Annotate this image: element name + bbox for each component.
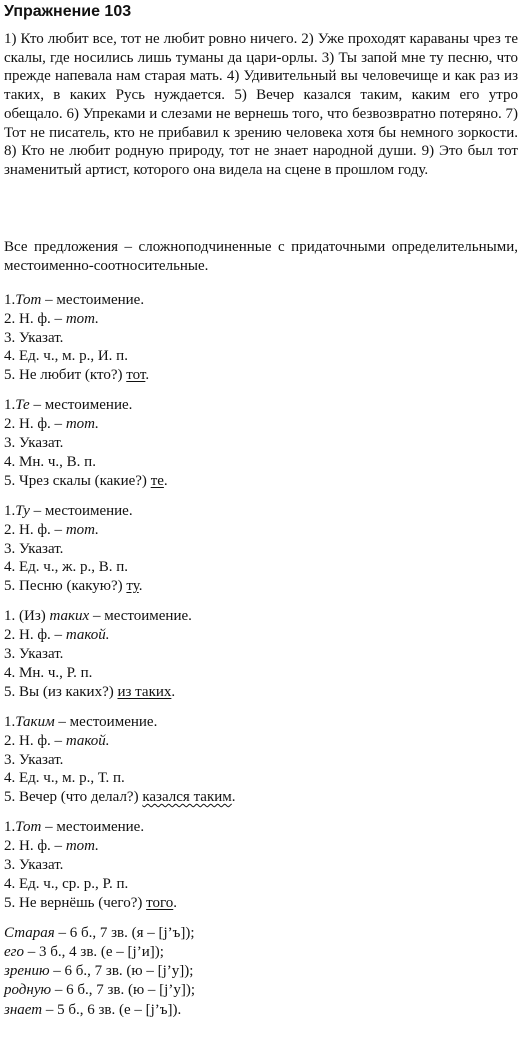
- parse-line-5: [4, 366, 518, 385]
- phonetic-analysis: – 3 б., 4 зв. (е – [j’и]);: [24, 944, 164, 961]
- part-of-speech: – местоимение.: [29, 397, 133, 414]
- parse-block: [4, 818, 518, 912]
- parse-number: 1.: [4, 502, 16, 519]
- phonetic-word: родную: [4, 982, 52, 999]
- parse-line-3: 3. Указат.: [4, 751, 64, 768]
- sentence-role-word: казался таким: [142, 789, 232, 806]
- parsed-word: Тот: [15, 292, 42, 308]
- initial-form-label: 2. Н. ф. –: [4, 627, 66, 644]
- phonetic-word: Старая: [4, 924, 55, 941]
- parse-number: 1.: [4, 713, 16, 730]
- parse-line-4: 4. Мн. ч., Р. п.: [4, 664, 93, 681]
- phonetic-line: [4, 981, 518, 1000]
- phonetic-analysis: – 6 б., 7 зв. (я – [j’ъ]);: [54, 924, 195, 941]
- initial-form: такой.: [65, 732, 110, 749]
- initial-form: такой.: [65, 627, 110, 644]
- parse-line-2: [4, 626, 518, 645]
- parse-line-5: [4, 894, 518, 913]
- parse-blocks: [4, 291, 518, 1020]
- parse-block: [4, 607, 518, 701]
- line-end: .: [231, 789, 236, 806]
- part-of-speech: – местоимение.: [89, 608, 192, 625]
- parse-line-3: 3. Указат.: [4, 540, 64, 557]
- phonetic-word: зрению: [4, 963, 50, 980]
- phonetic-line: [4, 1001, 518, 1020]
- phonetic-list: [4, 924, 518, 1020]
- initial-form: тот.: [65, 521, 99, 538]
- parse-block: [4, 291, 518, 385]
- parse-line-1: [4, 713, 518, 732]
- phonetic-word: знает: [4, 1001, 43, 1018]
- initial-form: тот.: [65, 310, 99, 327]
- phonetic-word: его: [4, 944, 25, 961]
- parse-block: [4, 502, 518, 596]
- parse-line-2: [4, 521, 518, 540]
- parse-line-4: 4. Ед. ч., м. р., Т. п.: [4, 770, 125, 787]
- sentence-role-word: того: [146, 894, 174, 911]
- parse-line-4: 4. Ед. ч., ср. р., Р. п.: [4, 875, 129, 892]
- parsed-word: Тот: [15, 819, 42, 836]
- parse-line-5: [4, 683, 518, 702]
- parse-preposition: (Из): [15, 608, 50, 625]
- parse-line-5: [4, 788, 518, 807]
- phonetic-line: [4, 943, 518, 962]
- parse-block: [4, 713, 518, 807]
- parse-line-4: 4. Ед. ч., м. р., И. п.: [4, 348, 128, 365]
- sentence-role-word: те: [150, 472, 164, 489]
- line-end: .: [138, 578, 143, 595]
- initial-form-label: 2. Н. ф. –: [4, 521, 66, 538]
- sentence-role-word: тот: [126, 367, 146, 384]
- parse-number: 1.: [4, 819, 16, 836]
- parse-line-3: 3. Указат.: [4, 329, 64, 346]
- parse-line-5: [4, 577, 518, 596]
- parse-line-3: 3. Указат.: [4, 435, 64, 452]
- parsed-word: Таким: [15, 713, 55, 730]
- parse-line-2: [4, 837, 518, 856]
- parse-line-1: [4, 291, 518, 310]
- phonetic-analysis: – 6 б., 7 зв. (ю – [j’у]);: [49, 963, 194, 980]
- line-end: .: [173, 894, 177, 911]
- parse-line-5: [4, 472, 518, 491]
- parse-number: 1.: [4, 397, 16, 414]
- role-question: 5. Не вернёшь (чего?): [4, 894, 147, 911]
- role-question: 5. Вы (из каких?): [4, 683, 118, 700]
- summary-text: Все предложения – сложноподчиненные с придаточными определительными, местоименно-соотносительные.: [4, 239, 518, 274]
- initial-form: тот.: [65, 416, 99, 433]
- parse-line-2: [4, 415, 518, 434]
- role-question: 5. Вечер (что делал?): [4, 789, 143, 806]
- parse-line-3: 3. Указат.: [4, 646, 64, 663]
- parsed-word: Ту: [15, 502, 30, 519]
- line-end: .: [171, 683, 176, 700]
- parse-number: 1.: [4, 292, 16, 308]
- phonetic-analysis: – 6 б., 7 зв. (ю – [j’у]);: [51, 982, 195, 999]
- initial-form: тот.: [65, 838, 99, 855]
- exercise-text: 1) Кто любит все, тот не любит ровно ничего. 2) Уже проходят караваны чрез те скалы, где носились лишь туманы да цари-орлы. 3) Ты запой мне ту песню, что прежде напевала нам старая мать. 4) Удивительный вы человечище и как раз из таких, в каких Русь нуждается. 5) Вечер казался таким, каким его утро обещало. 6) Упреками и слезами не вернешь того, что безвозвратно потеряно. 7) Тот не писатель, кто не прибавил к зрению человека хотя бы немного зоркости. 8) Кто не любит родную природу, тот не знает народной души. 9) Это был тот знаменитый артист, которого она видела на сцене в прошлом году.: [4, 31, 518, 178]
- parse-line-2: [4, 732, 518, 751]
- initial-form-label: 2. Н. ф. –: [4, 838, 66, 855]
- line-end: .: [163, 472, 168, 489]
- line-end: .: [145, 367, 150, 384]
- sentence-role-word: из таких: [117, 683, 172, 700]
- parse-block: [4, 396, 518, 490]
- parse-line-1: [4, 502, 518, 521]
- initial-form-label: 2. Н. ф. –: [4, 732, 66, 749]
- phonetic-line: [4, 962, 518, 981]
- parsed-word: таких: [49, 608, 90, 625]
- role-question: 5. Песню (какую?): [4, 578, 127, 595]
- parse-line-3: 3. Указат.: [4, 857, 64, 874]
- parse-line-4: 4. Ед. ч., ж. р., В. п.: [4, 559, 128, 576]
- parse-line-2: [4, 310, 518, 329]
- sentence-role-word: ту: [126, 578, 139, 595]
- part-of-speech: – местоимение.: [29, 502, 133, 519]
- role-question: 5. Чрез скалы (какие?): [4, 472, 151, 489]
- parse-line-4: 4. Мн. ч., В. п.: [4, 453, 96, 470]
- initial-form-label: 2. Н. ф. –: [4, 416, 66, 433]
- phonetic-line: [4, 924, 518, 943]
- parsed-word: Те: [15, 397, 30, 414]
- phonetic-analysis: – 5 б., 6 зв. (е – [j’ъ]).: [42, 1001, 182, 1018]
- parse-line-1: [4, 396, 518, 415]
- parse-number: 1.: [4, 608, 16, 625]
- parse-line-1: [4, 818, 518, 837]
- part-of-speech: – местоимение.: [41, 819, 145, 836]
- part-of-speech: – местоимение.: [41, 292, 145, 308]
- role-question: 5. Не любит (кто?): [4, 367, 127, 384]
- parse-line-1: [4, 607, 518, 626]
- part-of-speech: – местоимение.: [54, 713, 158, 730]
- initial-form-label: 2. Н. ф. –: [4, 310, 66, 327]
- exercise-title: Упражнение 103: [4, 3, 132, 20]
